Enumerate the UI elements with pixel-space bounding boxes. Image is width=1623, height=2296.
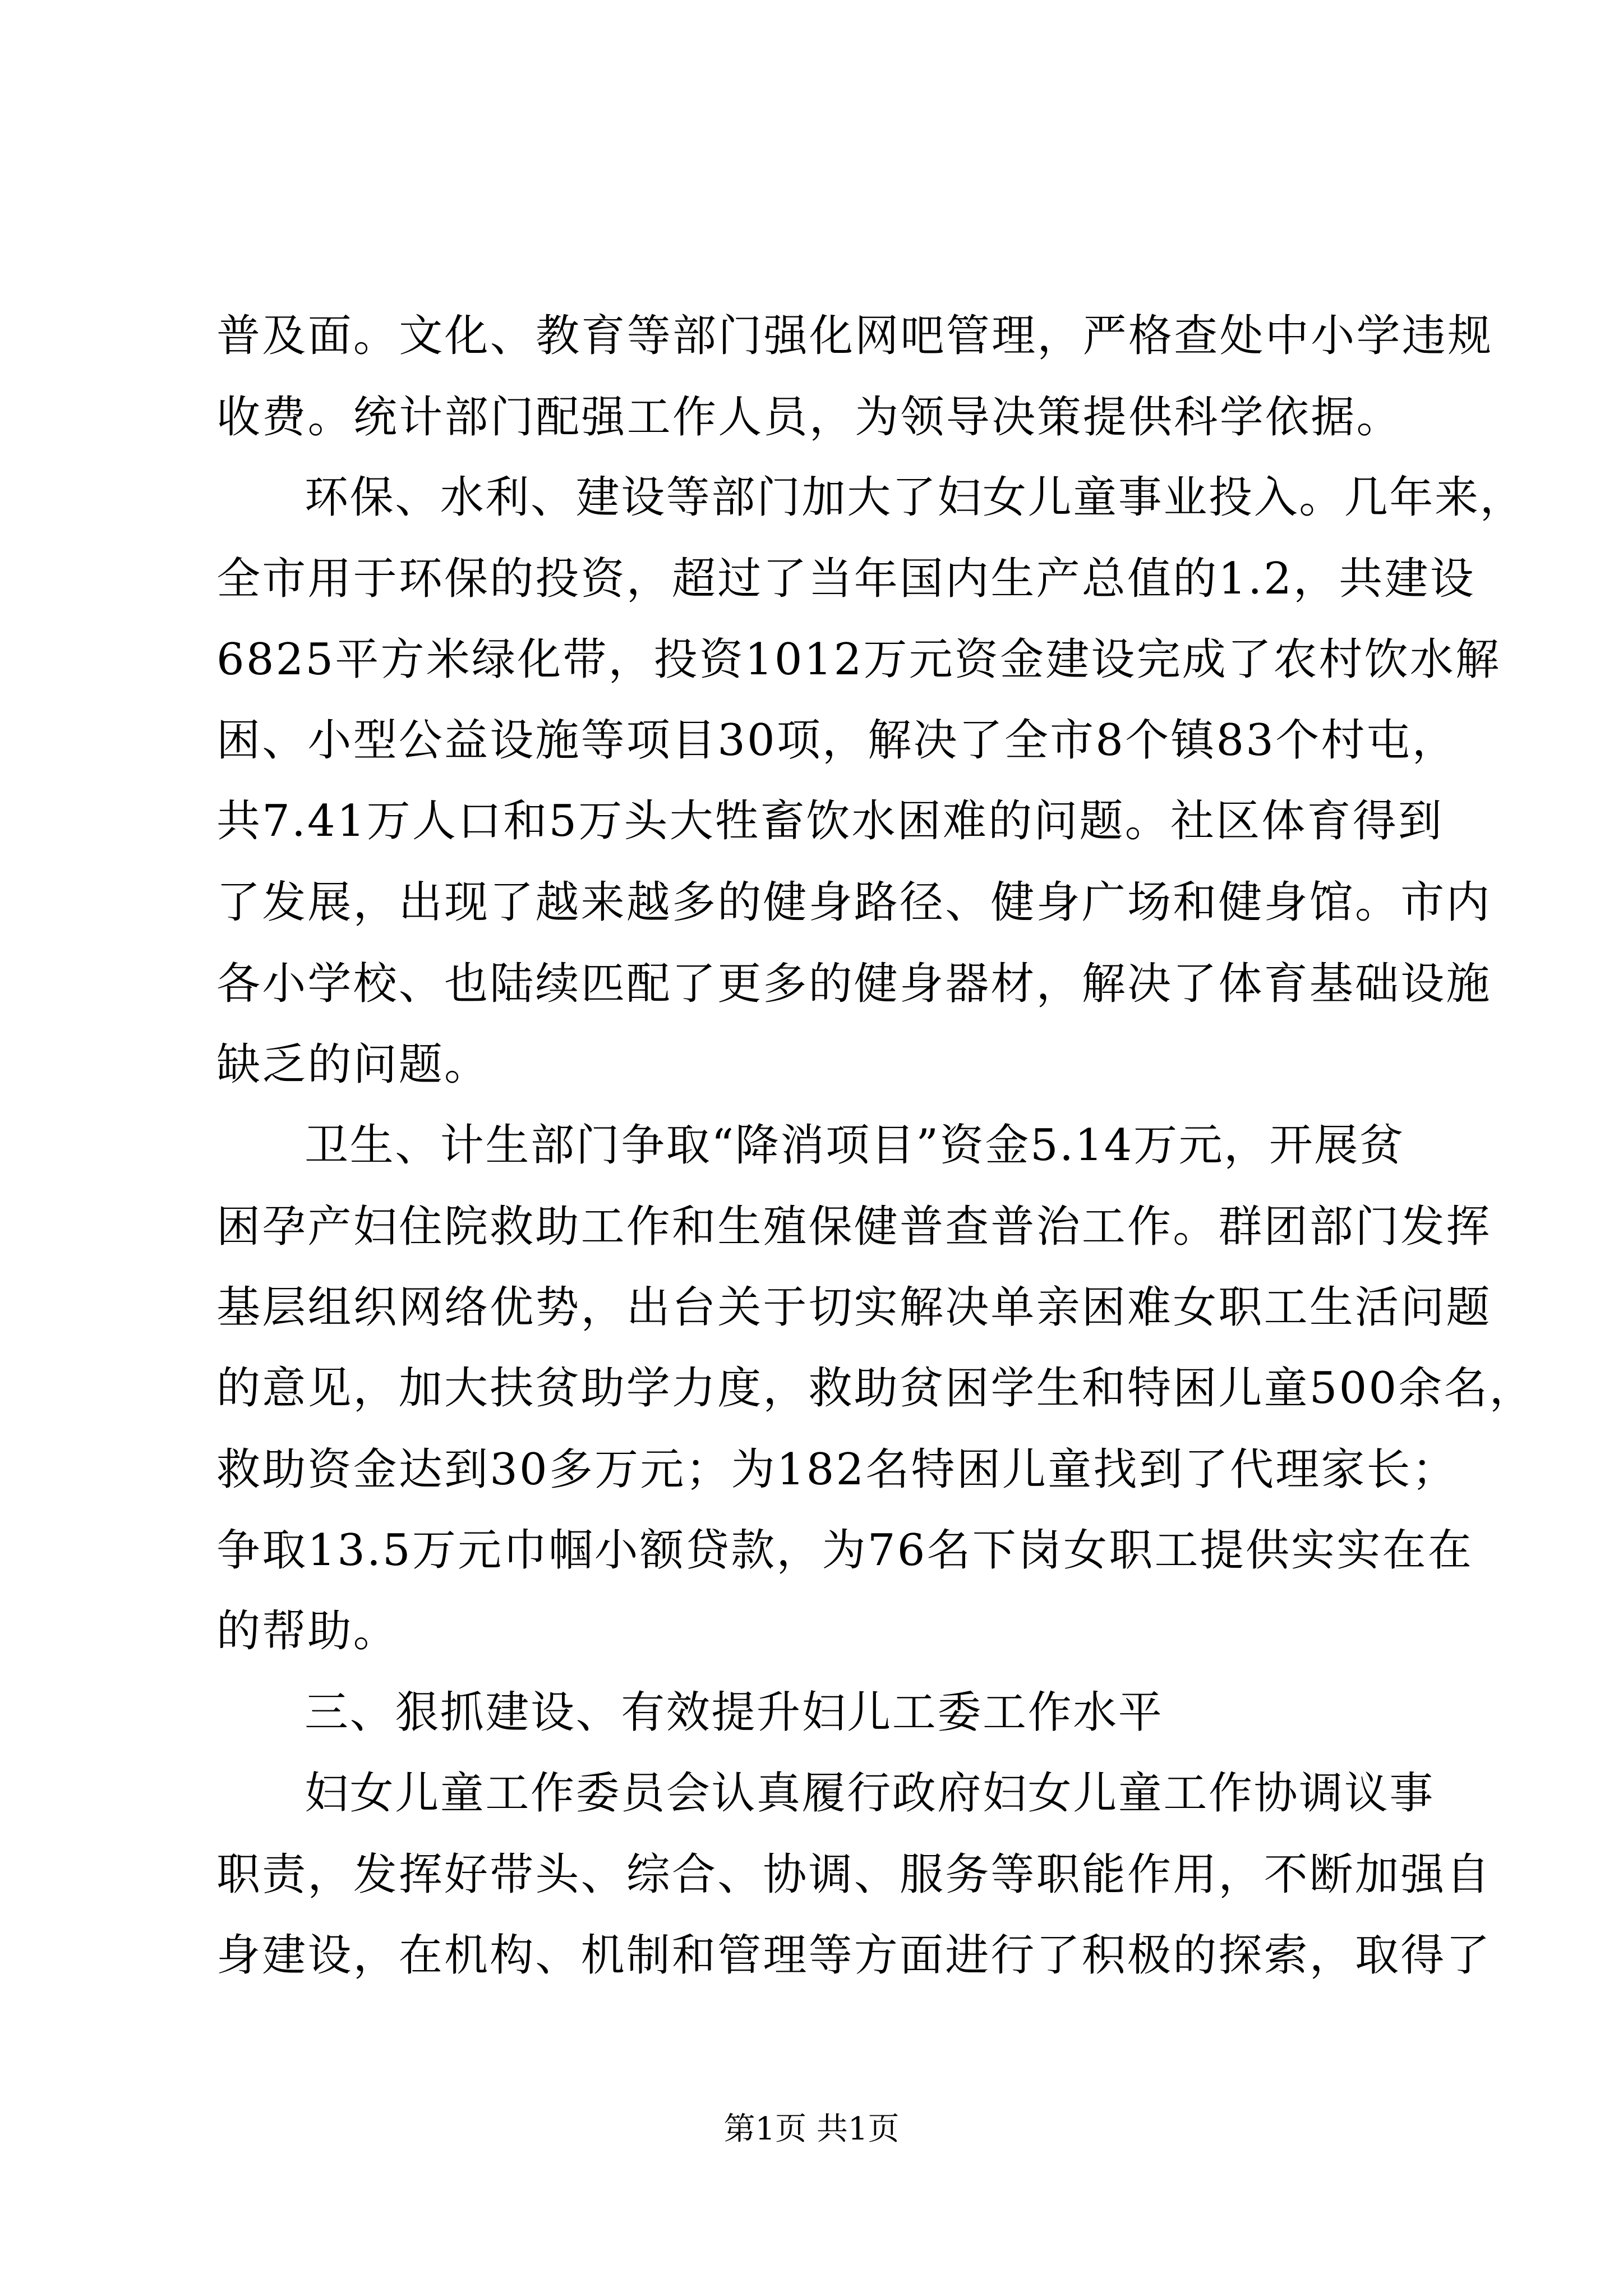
text-line: 了发展，出现了越来越多的健身路径、健身广场和健身馆。市内 <box>216 877 1492 928</box>
text-line: 全市用于环保的投资，超过了当年国内生产总值的1.2，共建设 <box>216 554 1476 604</box>
text-line: 的意见，加大扶贫助学力度，救助贫困学生和特困儿童500余名， <box>216 1363 1535 1414</box>
text-line: 救助资金达到30多万元；为182名特困儿童找到了代理家长； <box>216 1444 1458 1495</box>
text-line: 妇女儿童工作委员会认真履行政府妇女儿童工作协调议事 <box>305 1768 1435 1819</box>
text-line: 争取13.5万元巾帼小额贷款，为76名下岗女职工提供实实在在 <box>216 1525 1473 1576</box>
text-line: 困孕产妇住院救助工作和生殖保健普查普治工作。群团部门发挥 <box>216 1202 1492 1252</box>
text-line: 职责，发挥好带头、综合、协调、服务等职能作用，不断加强自 <box>216 1849 1492 1900</box>
text-line: 6825平方米绿化带，投资1012万元资金建设完成了农村饮水解 <box>216 634 1501 685</box>
text-line: 收费。统计部门配强工作人员，为领导决策提供科学依据。 <box>216 392 1402 443</box>
section-heading: 三、狠抓建设、有效提升妇儿工委工作水平 <box>305 1687 1164 1738</box>
text-line: 的帮助。 <box>216 1606 399 1657</box>
text-line: 普及面。文化、教育等部门强化网吧管理，严格查处中小学违规 <box>216 311 1493 361</box>
text-line: 卫生、计生部门争取“降消项目”资金5.14万元，开展贫 <box>305 1120 1405 1171</box>
page-footer: 第1页 共1页 <box>723 2111 900 2147</box>
text-line: 基层组织网络优势，出台关于切实解决单亲困难女职工生活问题 <box>216 1282 1492 1333</box>
text-line: 各小学校、也陆续匹配了更多的健身器材，解决了体育基础设施 <box>216 959 1492 1009</box>
text-line: 身建设，在机构、机制和管理等方面进行了积极的探索，取得了 <box>216 1930 1492 1981</box>
text-line: 困、小型公益设施等项目30项，解决了全市8个镇83个村屯， <box>216 715 1458 766</box>
text-line: 环保、水利、建设等部门加大了妇女儿童事业投入。几年来， <box>305 472 1525 523</box>
text-line: 共7.41万人口和5万头大牲畜饮水困难的问题。社区体育得到 <box>216 796 1444 846</box>
text-line: 缺乏的问题。 <box>216 1039 490 1090</box>
